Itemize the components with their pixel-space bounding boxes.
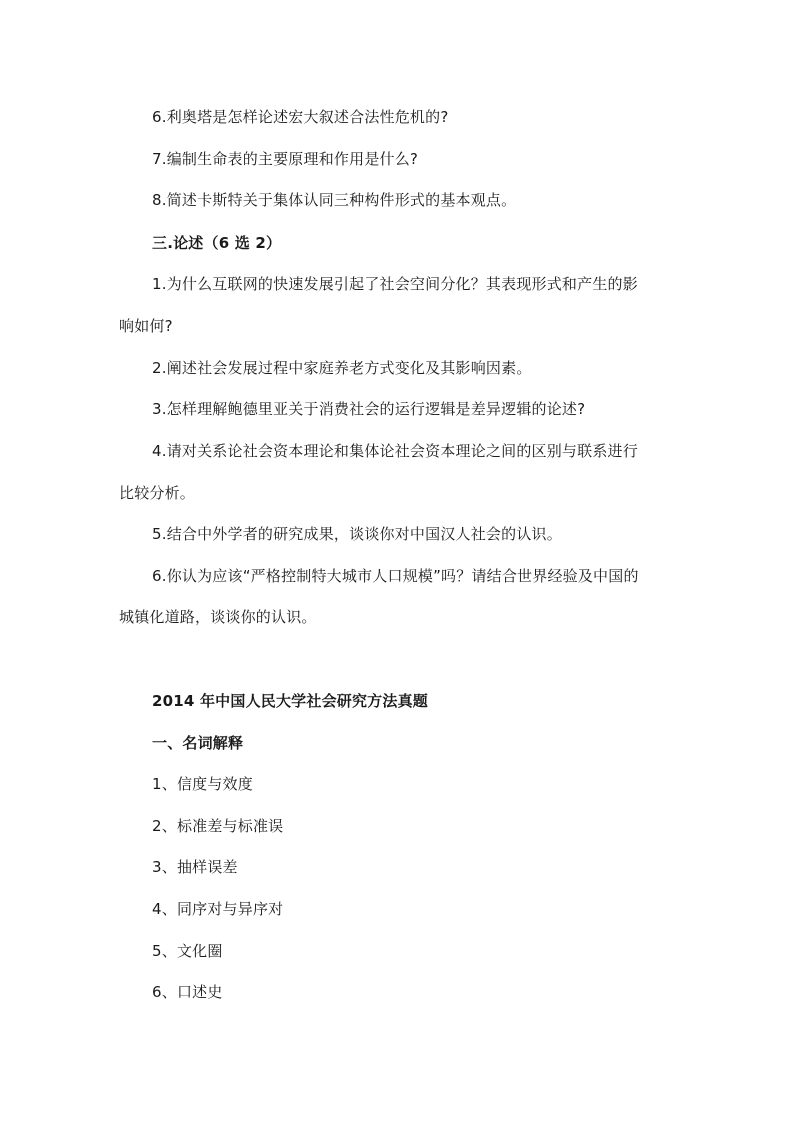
term-item: 4、同序对与异序对 — [152, 900, 284, 918]
essay-question-2: 2.阐述社会发展过程中家庭养老方式变化及其影响因素。 — [152, 359, 532, 377]
exam-2014-title: 2014 年中国人民大学社会研究方法真题 — [152, 692, 428, 710]
term-item: 2、标准差与标准误 — [152, 817, 284, 835]
essay-question-4-line1: 4.请对关系论社会资本理论和集体论社会资本理论之间的区别与联系进行 — [152, 442, 638, 460]
term-item: 3、抽样误差 — [152, 858, 238, 876]
essay-question-6-line2: 城镇化道路，谈谈你的认识。 — [119, 608, 317, 626]
essay-question-1-line1: 1.为什么互联网的快速发展引起了社会空间分化？其表现形式和产生的影 — [152, 275, 638, 293]
question-8-part2: 8.简述卡斯特关于集体认同三种构件形式的基本观点。 — [152, 191, 517, 209]
term-item: 5、文化圈 — [152, 942, 223, 960]
essay-question-4-line2: 比较分析。 — [119, 484, 196, 502]
question-6-part2: 6.利奥塔是怎样论述宏大叙述合法性危机的? — [152, 108, 449, 126]
essay-question-5: 5.结合中外学者的研究成果，谈谈你对中国汉人社会的认识。 — [152, 525, 562, 543]
essay-question-1-line2: 响如何? — [119, 317, 173, 335]
term-item: 1、信度与效度 — [152, 775, 253, 793]
section-3-heading: 三.论述（6 选 2） — [152, 234, 282, 252]
term-item: 6、口述史 — [152, 983, 223, 1001]
essay-question-3: 3.怎样理解鲍德里亚关于消费社会的运行逻辑是差异逻辑的论述? — [152, 400, 586, 418]
section-1-heading: 一、名词解释 — [152, 734, 244, 752]
essay-question-6-line1: 6.你认为应该“严格控制特大城市人口规模”吗？请结合世界经验及中国的 — [152, 567, 639, 585]
question-7-part2: 7.编制生命表的主要原理和作用是什么? — [152, 150, 419, 168]
